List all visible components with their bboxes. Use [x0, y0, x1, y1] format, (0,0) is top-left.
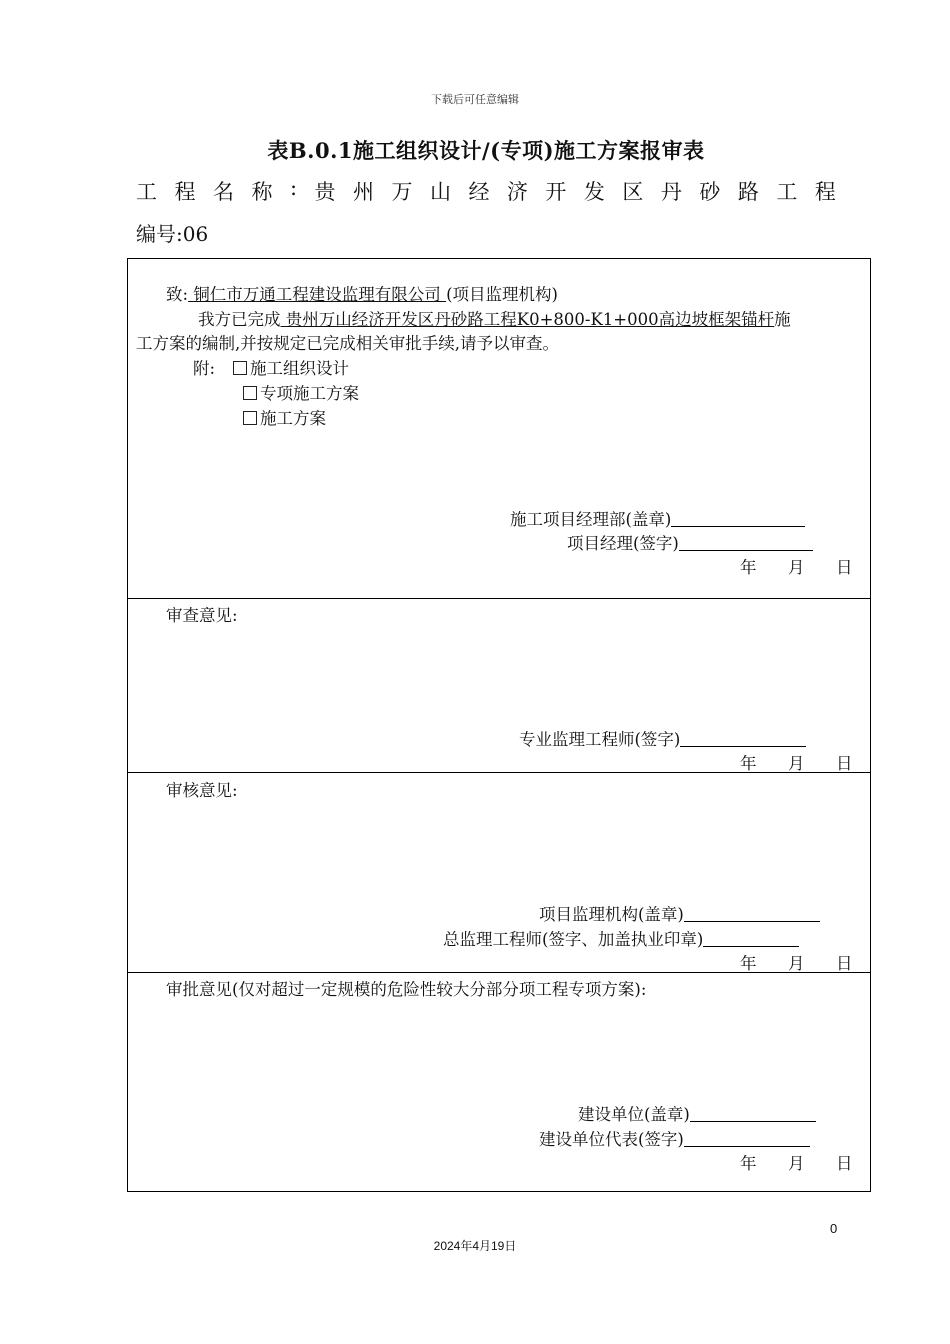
approval-heading: 审批意见(仅对超过一定规模的危险性较大分部分项工程专项方案): [166, 980, 647, 999]
signature-field[interactable] [679, 534, 813, 551]
project-name-char: 称 [251, 180, 273, 204]
submission-prefix: 我方已完成 [198, 310, 281, 329]
day-label: 日 [836, 754, 853, 773]
submission-line-1 [198, 306, 791, 330]
attachment-option-label: 施工方案 [260, 409, 326, 428]
day-label: 日 [836, 1154, 853, 1173]
project-name-row [136, 176, 836, 206]
year-label: 年 [740, 558, 757, 577]
project-name-char: 砂 [699, 180, 721, 204]
signature-field[interactable] [684, 905, 820, 922]
signature-row [578, 1101, 816, 1125]
page-number: 0 [830, 1221, 838, 1236]
year-label: 年 [740, 954, 757, 973]
signature-field[interactable] [684, 1130, 810, 1147]
project-name-char: 贵 [314, 180, 336, 204]
attachment-option-label: 施工组织设计 [250, 359, 349, 378]
signature-label: 建设单位(盖章) [578, 1105, 690, 1124]
checkbox[interactable] [233, 361, 247, 375]
month-label: 月 [788, 1154, 805, 1173]
signature-row [539, 901, 820, 925]
project-name-char: 区 [622, 180, 644, 204]
month-label: 月 [788, 754, 805, 773]
project-name-char: 程 [174, 180, 196, 204]
signature-field[interactable] [703, 930, 799, 947]
year-label: 年 [740, 754, 757, 773]
attachment-option[interactable] [233, 355, 349, 379]
day-label: 日 [836, 558, 853, 577]
signature-label: 建设单位代表(签字) [539, 1130, 684, 1149]
signature-label: 项目经理(签字) [567, 534, 679, 553]
header-note: 下载后可任意编辑 [431, 93, 519, 106]
addressee-suffix: (项目监理机构) [446, 285, 558, 304]
signature-field[interactable] [690, 1105, 816, 1122]
attachment-label: 附: [193, 359, 216, 378]
signature-field[interactable] [680, 730, 806, 747]
project-name-char: 工 [136, 180, 157, 204]
project-name-char: 发 [583, 180, 605, 204]
checkbox[interactable] [243, 411, 257, 425]
signature-label: 专业监理工程师(签字) [519, 730, 681, 749]
attachment-option[interactable] [243, 405, 326, 429]
attachment-option-label: 专项施工方案 [260, 384, 359, 403]
attachment-option[interactable] [243, 380, 359, 404]
project-name-char: 开 [545, 180, 567, 204]
submission-project: 贵州万山经济开发区丹砂路工程K0+800-K1+000高边坡框架锚杆 [280, 310, 775, 329]
form-title: 表B.0.1施工组织设计/(专项)施工方案报审表 [267, 138, 705, 163]
checkbox[interactable] [243, 386, 257, 400]
section-divider [127, 598, 871, 599]
signature-row [567, 530, 813, 554]
addressee-line [166, 281, 558, 305]
review-heading: 审查意见: [166, 606, 238, 625]
signature-label: 项目监理机构(盖章) [539, 905, 684, 924]
addressee-prefix: 致: [166, 285, 189, 304]
submission-line1-end: 施 [774, 310, 791, 329]
signature-label: 施工项目经理部(盖章) [510, 510, 672, 529]
form-number: 编号:06 [136, 222, 209, 246]
signature-field[interactable] [671, 510, 805, 527]
signature-row [539, 1126, 810, 1150]
signature-row [510, 506, 805, 530]
audit-heading: 审核意见: [166, 781, 238, 800]
section-divider [127, 772, 871, 773]
addressee-org: 铜仁市万通工程建设监理有限公司 [188, 285, 447, 304]
signature-row [443, 926, 799, 950]
month-label: 月 [788, 558, 805, 577]
project-name-char: 山 [429, 180, 451, 204]
project-name-char: : [289, 176, 298, 200]
day-label: 日 [836, 954, 853, 973]
form-table [127, 258, 871, 1192]
project-name-char: 工 [776, 180, 798, 204]
project-name-char: 经 [468, 180, 490, 204]
project-name-char: 程 [814, 180, 836, 204]
footer-date: 2024年4月19日 [433, 1239, 517, 1253]
section-divider [127, 972, 871, 973]
project-name-char: 名 [212, 180, 234, 204]
project-name-char: 万 [391, 180, 413, 204]
month-label: 月 [788, 954, 805, 973]
year-label: 年 [740, 1154, 757, 1173]
project-name-char: 州 [352, 180, 374, 204]
project-name-char: 济 [506, 180, 528, 204]
submission-line-2: 工方案的编制,并按规定已完成相关审批手续,请予以审查。 [136, 334, 559, 353]
signature-row [519, 726, 806, 750]
project-name-char: 丹 [660, 180, 682, 204]
project-name-char: 路 [737, 180, 759, 204]
signature-label: 总监理工程师(签字、加盖执业印章) [443, 930, 704, 949]
